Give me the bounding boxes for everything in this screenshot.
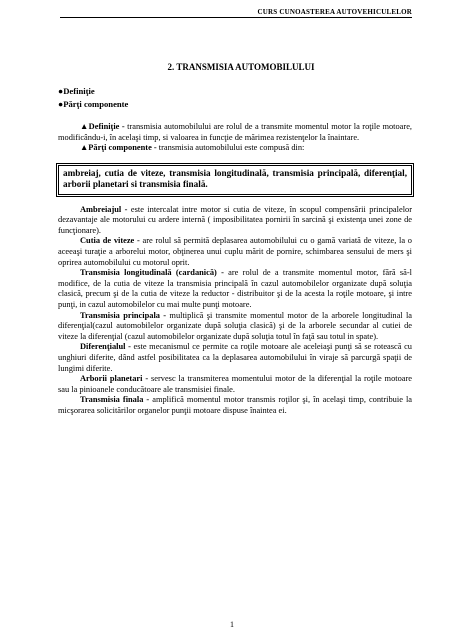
- text-transmisia-finala: amplifică momentul motor transmis roţilor şi, în acelaşi timp, contribuie la micşorarea solicitărilor organelor punţii motoare dispuse înaintea ei.: [58, 395, 412, 415]
- term-diferential: Diferenţialul -: [80, 342, 131, 352]
- components-label: ▲Părţi componente -: [80, 143, 157, 153]
- text-transmisia-longitudinala: are rolul de a transmite momentul motor, fără să-l modifice, de la cutia de viteze la transmisia principală în cazul automobilelor organizate după soluţia clasică, precum şi de la cutia de viteze la reductor - distribuitor şi de la acesta la roţile motoare, şi intre punţi, in cazul automobilelor cu mai multe punţi motoare.: [58, 268, 412, 309]
- page-number: 1: [230, 620, 234, 629]
- paragraph-transmisia-longitudinala: [58, 268, 412, 310]
- paragraph-transmisia-finala: [58, 395, 412, 416]
- document-body: [58, 122, 412, 416]
- definition-text: transmisia automobilului are rolul de a transmite momentul motor la roţile motoare, modificându-i, în acelaşi timp, si valoarea in funcţie de mărimea rezistenţelor la înaintare.: [58, 122, 412, 142]
- term-ambreiaj: Ambreiajul -: [80, 204, 128, 214]
- components-text: transmisia automobilului este compusă din:: [156, 143, 305, 153]
- paragraph-arborii-planetari: [58, 374, 412, 395]
- term-transmisia-principala: Transmisia principala -: [80, 310, 167, 320]
- term-transmisia-finala: Transmisia finala -: [80, 395, 150, 405]
- components-paragraph: [58, 143, 412, 154]
- text-ambreiaj: este intercalat intre motor si cutia de viteze, în scopul compensării principalelor dezavantaje ale motorului cu ardere internă ( imposibilitatea pornirii în sarcină şi existenţa unei zone de funcţionare).: [58, 204, 412, 235]
- text-diferential: este mecanismul ce permite ca roţile motoare ale aceleiaşi punţi să se rotească cu unghiuri diferite, dând astfel posibilitatea ca la deplasarea automobilului în viraje să parcurgă spaţii de lungimi diferite.: [58, 342, 412, 373]
- bullet-components: ●Părţi componente: [58, 99, 129, 109]
- term-transmisia-longitudinala: Transmisia longitudinală (cardanică) -: [80, 268, 224, 278]
- text-cutia-de-viteze: are rolul să permită deplasarea automobilului cu o gamă variată de viteze, la o aceeaşi turaţie a arborelui motor, obţinerea unui cuplu mărit de pornire, schimbarea sensului de mers şi oprirea automobilului cu motorul oprit.: [58, 236, 412, 267]
- paragraph-cutia-de-viteze: [58, 236, 412, 268]
- definition-paragraph: [58, 122, 412, 143]
- bullet-definition: ●Definiţie: [58, 86, 95, 96]
- text-arborii-planetari: servesc la transmiterea momentului motor de la diferenţial la roţile motoare sau la pinioanele conducătoare ale transmisiei finale.: [58, 374, 412, 394]
- term-cutia-de-viteze: Cutia de viteze -: [80, 236, 140, 246]
- term-arborii-planetari: Arborii planetari -: [80, 374, 149, 384]
- text-transmisia-principala: multiplică şi transmite momentul motor de la arborele longitudinal la diferenţial(cazul automobilelor organizate după soluţia clasică) şi de la arborele secundar al cutiei de viteze la diferenţial (cazul automobilelor organizate după soluţia totul în faţă sau totul in spate).: [58, 310, 413, 341]
- components-box: ambreiaj, cutia de viteze, transmisia longitudinală, transmisia principală, diferenţial, arborii planetari si transmisia finală.: [58, 165, 412, 195]
- definition-label: ▲Definiţie -: [80, 122, 125, 131]
- section-title: 2. TRANSMISIA AUTOMOBILULUI: [167, 62, 315, 72]
- paragraph-ambreiaj: [58, 205, 412, 237]
- paragraph-diferential: [58, 342, 412, 374]
- header-rule: [60, 17, 412, 18]
- running-header: CURS CUNOASTEREA AUTOVEHICULELOR: [257, 8, 412, 16]
- paragraph-transmisia-principala: [58, 311, 412, 343]
